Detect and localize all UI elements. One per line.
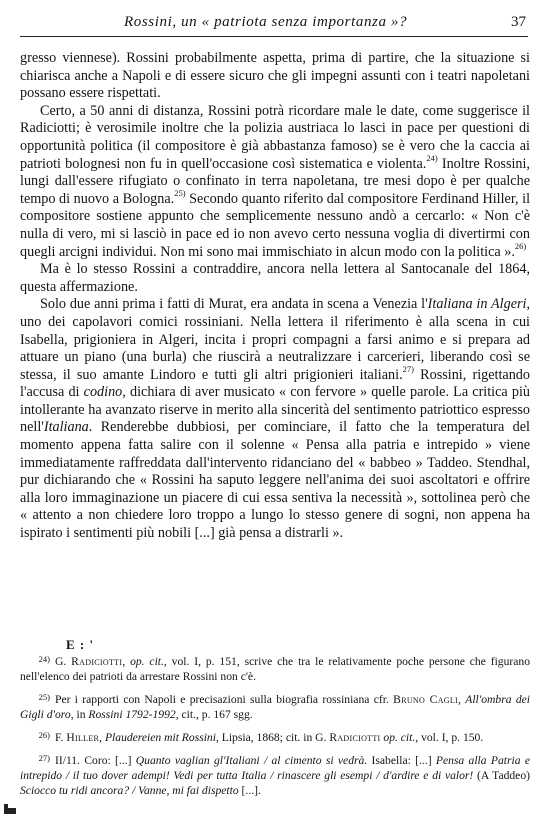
running-title: Rossini, un « patriota senza importanza »? — [124, 14, 408, 30]
footnote-text: , in — [70, 708, 89, 721]
footnote-ref-27[interactable]: 27) — [402, 363, 414, 374]
scan-margin-mark-icon — [4, 804, 17, 814]
footnote-text: (A Taddeo) — [473, 769, 530, 782]
italic-title-italiana-in-algeri: Italiana in Algeri — [427, 296, 527, 313]
footnote-text: , vol. I, p. 151, scrive che tra le relativamente poche persone che figurano nell'elenco dei patrioti da arrestare Rossini non c'è. — [20, 655, 531, 683]
footnote-text: II/11. Coro: [...] — [55, 754, 136, 767]
paragraph-2-text-a: Certo, a 50 anni di distanza, Rossini potrà ricordare male le date, come suggerisce il Radiciotti; è verosimile inoltre che la polizia austriaca lo lasci in pace per questioni di opportunità politica (il compositore è già abbastanza famoso) se è vero che la caccia ai patrioti bolognesi non fu in quell'occasione così sistematica e violenta. — [20, 102, 530, 172]
italic-citation: All'ombra dei Gigli d'oro — [20, 693, 530, 721]
paragraph-3: Ma è lo stesso Rossini a contraddire, ancora nella lettera al Santocanale del 1864, questa affermazione. — [20, 261, 530, 295]
author-name: Radiciotti — [329, 731, 381, 744]
footnote-text: , vol. I, p. 150. — [415, 731, 484, 744]
footnote-text: G. — [55, 655, 72, 668]
paragraph-4-text-a: Solo due anni prima i fatti di Murat, era andata in scena a Venezia l' — [40, 296, 428, 313]
paragraph-4-text-b: , uno dei capolavori comici rossiniani. Nella lettera il riferimento è alla scena in cui Isabella, prigioniera in Algeri, incita i propri compagni a farsi animo e si prepara ad attuare un piano (una burla) che riuscirà a neutralizzare i carcerieri, liberando così se stessa, il suo amante Lindoro e tutti gli altri prigionieri italiani. — [20, 296, 530, 383]
footnote-text: , — [122, 655, 131, 668]
footnote-text: Isabella: [...] — [367, 754, 436, 767]
paragraph-4 — [20, 296, 530, 542]
footnote-separator-mark: E : ' — [66, 637, 95, 652]
footnote-25 — [20, 690, 530, 722]
author-name: Hiller — [66, 731, 100, 744]
footnote-text: , cit., p. 167 sgg. — [175, 708, 253, 721]
footnote-number: 25) — [38, 692, 50, 702]
footnote-text: F. — [55, 731, 67, 744]
footnote-number: 24) — [38, 654, 50, 664]
italic-word-italiana: Italiana — [43, 419, 89, 436]
footnote-text: [...]. — [238, 784, 261, 797]
paragraph-2 — [20, 103, 530, 261]
italic-word-codino: codino — [83, 384, 123, 401]
author-name: Radiciotti — [71, 655, 123, 668]
footnotes — [20, 652, 530, 804]
footnote-ref-26[interactable]: 26) — [514, 240, 527, 251]
footnote-text: , — [458, 693, 466, 706]
page-header — [20, 14, 528, 37]
italic-citation: Plaudereien mit Rossini — [104, 731, 216, 744]
footnote-26 — [20, 728, 530, 745]
footnote-number: 27) — [38, 753, 50, 763]
footnote-ref-24[interactable]: 24) — [426, 152, 438, 163]
paragraph-2-text-b: Inoltre Rossini, lungi dall'essere rifugiato o confinato in terra napoletana, tre mesi dopo è per qualche tempo di nuovo a Bologna. — [20, 155, 530, 207]
paragraph-4-text-d: , dichiara di aver musicato « con fervore » quelle parole. La critica più intollerante ha avanzato riserve in merito alla sincerità del sentimento patriottico espresso nell' — [20, 384, 530, 436]
footnote-27 — [20, 751, 530, 798]
italic-quote: Pensa alla Patria e intrepido / il tuo dover adempi! Vedi per tutta Italia / rinascere gli esempi / d'ardire e di valor! — [20, 754, 530, 782]
italic-citation: op. cit. — [130, 655, 164, 668]
main-text — [20, 50, 530, 543]
paragraph-4-text-e: . Renderebbe dubbiosi, per cominciare, il fatto che la temperatura del momento appena fatta salire con il solenne « Pensa alla patria e intrepido » viene immediatamente raffreddata dall'intervento ridanciano del « babbeo » Taddeo. Stendhal, pur dichiarando che « Rossini ha saputo leggere nell'anima dei suoi ascoltatori e offrire alla loro immaginazione un piacere di cui essa sentiva la necessità », sottolinea però che « attento a non chiedere loro troppo a lungo lo stesso genere di sogni, non appena ha ispirato i sentimenti più nobili [...] già pensa a distrarli ». — [20, 419, 530, 542]
footnote-text: , — [99, 731, 105, 744]
paragraph-1: gresso viennese). Rossini probabilmente aspetta, prima di partire, che la situazione si chiarisca anche a Napoli e di essere sicuro che gli impegni assunti con i teatri napoletani possano essere rispettati. — [20, 50, 530, 102]
italic-quote: Sciocco tu ridi ancora? / Vanne, mi fai dispetto — [20, 784, 239, 797]
italic-citation: Rossini 1792-1992 — [88, 708, 176, 721]
italic-quote: Quanto vaglian gl'Italiani / al cimento si vedrà. — [135, 754, 368, 767]
footnote-number: 26) — [38, 730, 50, 740]
footnote-text: , Lipsia, 1868; cit. in G. — [215, 731, 330, 744]
paragraph-4-text-c: Rossini, rigettando l'accusa di — [20, 366, 530, 401]
page-number: 37 — [511, 14, 526, 30]
footnote-ref-25[interactable]: 25) — [174, 188, 186, 199]
footnote-24 — [20, 652, 530, 684]
italic-citation: op. cit. — [383, 731, 416, 744]
footnote-text: Per i rapporti con Napoli e precisazioni sulla biografia rossiniana cfr. — [55, 693, 394, 706]
paragraph-2-text-c: Secondo quanto riferito dal compositore Ferdinand Hiller, il compositore sostiene appunto che semplicemente nessuno andò a cercarlo: « Non c'è nulla di vero, mi si lasciò in pace ed io non avevo certo nessuna voglia di divertirmi con quegli arcigni individui. Non mi sono mai immischiato in alcun modo con la politica ». — [20, 190, 531, 260]
author-name: Bruno Cagli — [393, 693, 459, 706]
